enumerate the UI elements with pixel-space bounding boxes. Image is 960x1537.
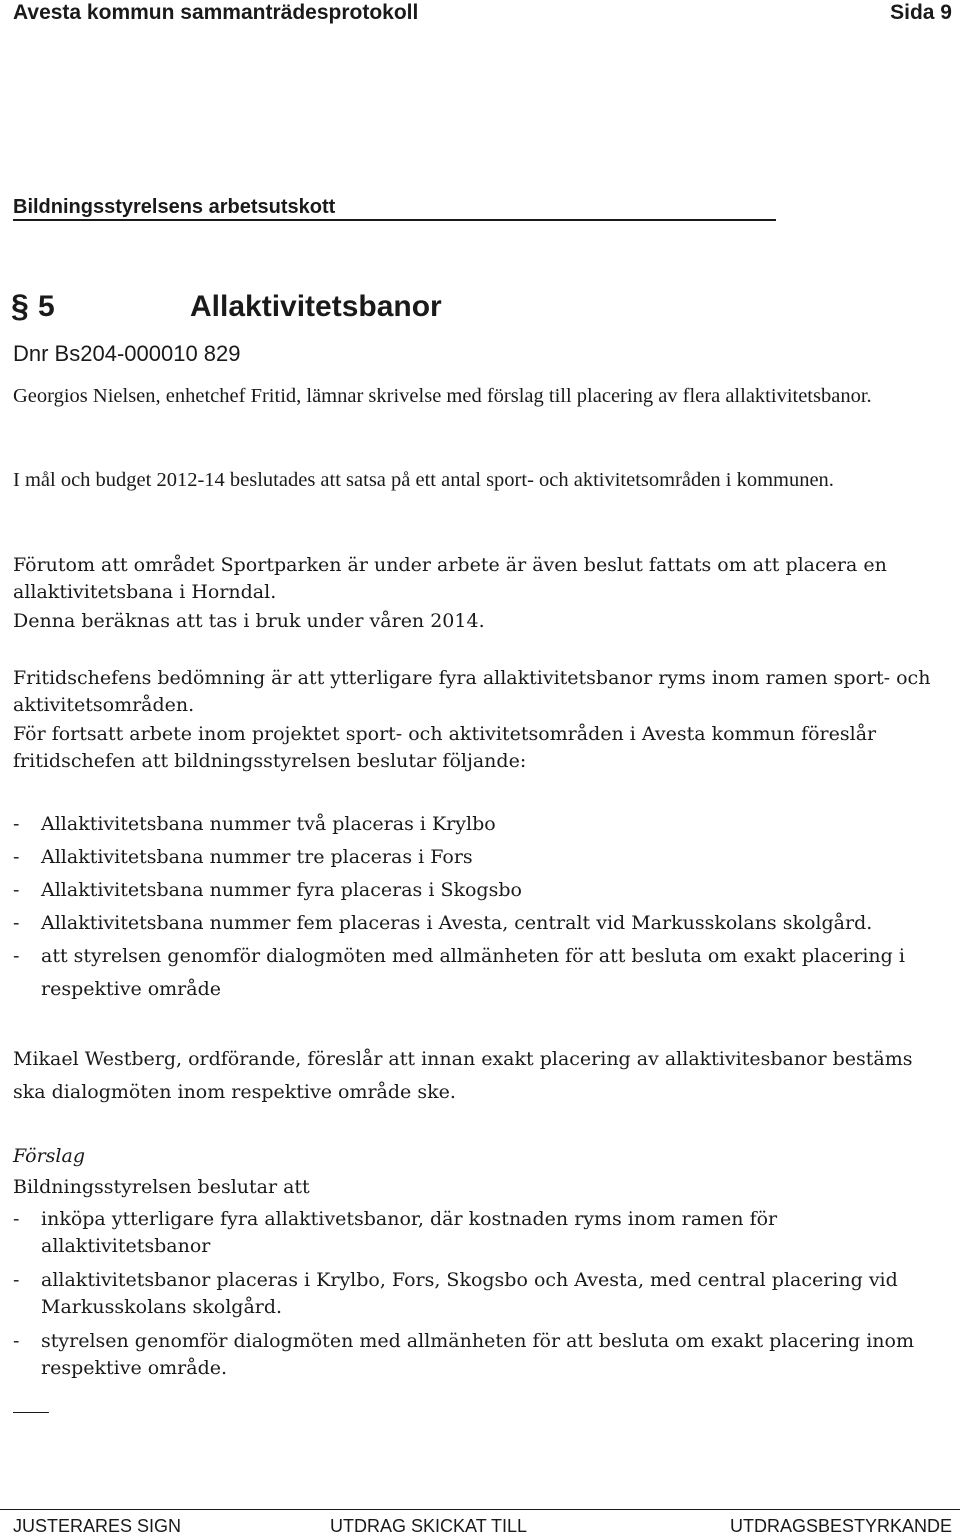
footer-rule <box>0 1509 960 1510</box>
section-title: Allaktivitetsbanor <box>190 290 442 323</box>
committee-underline <box>13 219 776 221</box>
list-item: - Allaktivitetsbana nummer tre placeras i Fors <box>13 846 473 868</box>
list-item: - Allaktivitetsbana nummer fyra placeras i Skogsbo <box>13 879 522 901</box>
chair-statement: Mikael Westberg, ordförande, föreslår att innan exakt placering av allaktivitesbanor bestäms ska dialogmöten inom respektive område ske. <box>13 1048 913 1103</box>
list-item: - inköpa ytterligare fyra allaktivetsbanor, där kostnaden ryms inom ramen för allaktivitetsbanor <box>13 1208 778 1257</box>
list-item: - allaktivitetsbanor placeras i Krylbo, Fors, Skogsbo och Avesta, med central placering vid Markusskolans skolgård. <box>13 1269 898 1318</box>
end-of-section-rule <box>13 1412 49 1413</box>
document-header-title: Avesta kommun sammanträdesprotokoll <box>13 1 419 24</box>
list-item: - styrelsen genomför dialogmöten med allmänheten för att besluta om exakt placering inom respektive område. <box>13 1330 914 1379</box>
proposal-list <box>13 808 938 1006</box>
footer-utdragsbestyrkande: UTDRAGSBESTYRKANDE <box>729 1516 952 1536</box>
page-number: Sida 9 <box>890 1 952 24</box>
list-item: - att styrelsen genomför dialogmöten med allmänheten för att besluta om exakt placering i respektive område <box>13 945 905 1000</box>
paragraph-assessment: Fritidschefens bedömning är att ytterligare fyra allaktivitetsbanor ryms inom ramen sport- och aktivitetsområden. <box>13 667 931 716</box>
paragraph-spring-2014: Denna beräknas att tas i bruk under våren 2014. <box>13 610 485 632</box>
case-number: Dnr Bs204-000010 829 <box>13 341 241 366</box>
section-number: 5 <box>38 290 55 323</box>
list-item: - Allaktivitetsbana nummer fem placeras i Avesta, centralt vid Markusskolans skolgård. <box>13 912 873 934</box>
footer-justerares-sign: JUSTERARES SIGN <box>13 1516 182 1536</box>
list-item: - Allaktivitetsbana nummer två placeras i Krylbo <box>13 813 496 835</box>
committee-name: Bildningsstyrelsens arbetsutskott <box>13 196 336 218</box>
paragraph-proposal-intro: För fortsatt arbete inom projektet sport- och aktivitetsområden i Avesta kommun föreslår fritidschefen att bildningsstyrelsen beslutar följande: <box>13 723 877 772</box>
decision-list <box>13 1206 938 1382</box>
paragraph-horndal: Förutom att området Sportparken är under arbete är även beslut fattats om att placera en allaktivitetsbana i Horndal. <box>13 554 887 603</box>
paragraph-intro: Georgios Nielsen, enhetchef Fritid, lämnar skrivelse med förslag till placering av flera allaktivitetsbanor. <box>13 385 872 407</box>
paragraph-budget: I mål och budget 2012-14 beslutades att satsa på ett antal sport- och aktivitetsområden i kommunen. <box>13 469 834 491</box>
forslag-intro: Bildningsstyrelsen beslutar att <box>13 1176 310 1198</box>
section-sign: § <box>11 288 29 324</box>
footer-utdrag-skickat-till: UTDRAG SKICKAT TILL <box>330 1516 528 1536</box>
forslag-heading: Förslag <box>13 1145 85 1167</box>
